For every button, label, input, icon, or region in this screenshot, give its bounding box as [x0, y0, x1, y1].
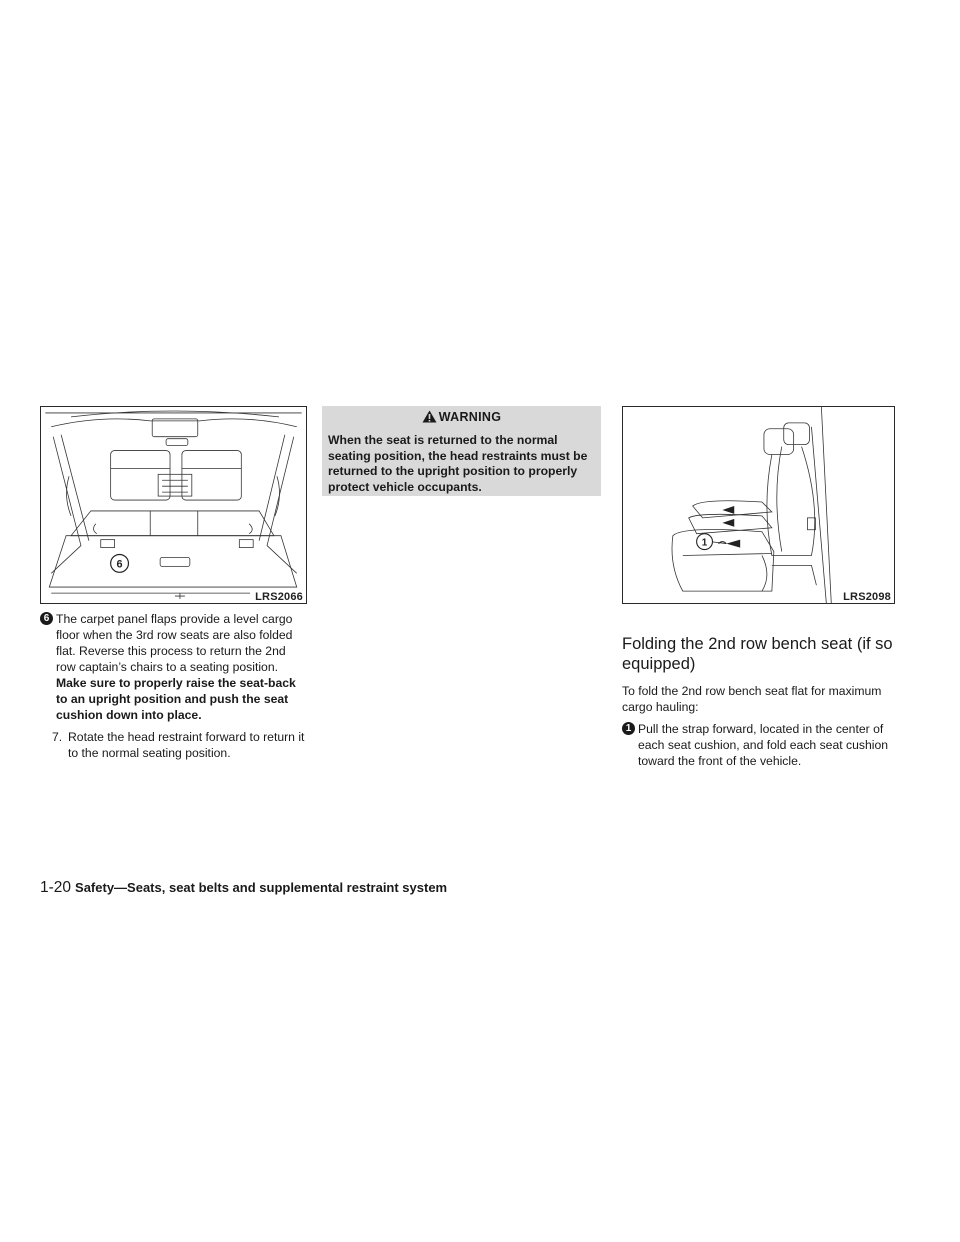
- step-7-text: Rotate the head restraint forward to return it to the normal seating position.: [68, 730, 305, 760]
- item-6-bold-text: Make sure to properly raise the seat-back to an upright position and push the seat cushion down into place.: [56, 676, 296, 722]
- bench-seat-figure: [622, 406, 895, 604]
- page-footer: [40, 879, 447, 897]
- chapter-title: Safety—Seats, seat belts and supplemental restraint system: [75, 880, 448, 895]
- cargo-area-illustration: [41, 407, 306, 603]
- section-title: Folding the 2nd row bench seat (if so equipped): [622, 635, 893, 673]
- callout-1: 1: [701, 537, 708, 549]
- callout-6: 6: [116, 558, 123, 571]
- page-number: 1-20: [40, 879, 72, 896]
- item-1: [622, 721, 894, 769]
- item-6-text: The carpet panel flaps provide a level cargo floor when the 3rd row seats are also folded flat. Reverse this process to return the 2nd row captain’s chairs to a seating position.: [56, 612, 293, 674]
- right-column: [622, 634, 894, 775]
- warning-box: [322, 406, 601, 496]
- warning-triangle-icon: [422, 410, 437, 423]
- number-1-icon: 1: [622, 722, 635, 735]
- warning-text: When the seat is returned to the normal seating position, the head restraints must be returned to the upright position to properly protect vehicle occupants.: [328, 433, 588, 494]
- number-6-icon: 6: [40, 612, 53, 625]
- figure-code: LRS2098: [838, 590, 894, 603]
- left-column: [40, 611, 308, 761]
- step-7: [40, 729, 308, 761]
- warning-title: WARNING: [438, 410, 502, 424]
- step-7-number: 7.: [52, 730, 63, 744]
- bench-seat-illustration: [623, 407, 894, 603]
- item-6: [40, 611, 308, 723]
- warning-header: [322, 410, 601, 424]
- intro-text: To fold the 2nd row bench seat flat for maximum cargo hauling:: [622, 684, 882, 714]
- item-1-text: Pull the strap forward, located in the center of each seat cushion, and fold each seat cushion toward the front of the vehicle.: [638, 722, 889, 768]
- figure-code: LRS2066: [250, 590, 306, 603]
- cargo-area-figure: [40, 406, 307, 604]
